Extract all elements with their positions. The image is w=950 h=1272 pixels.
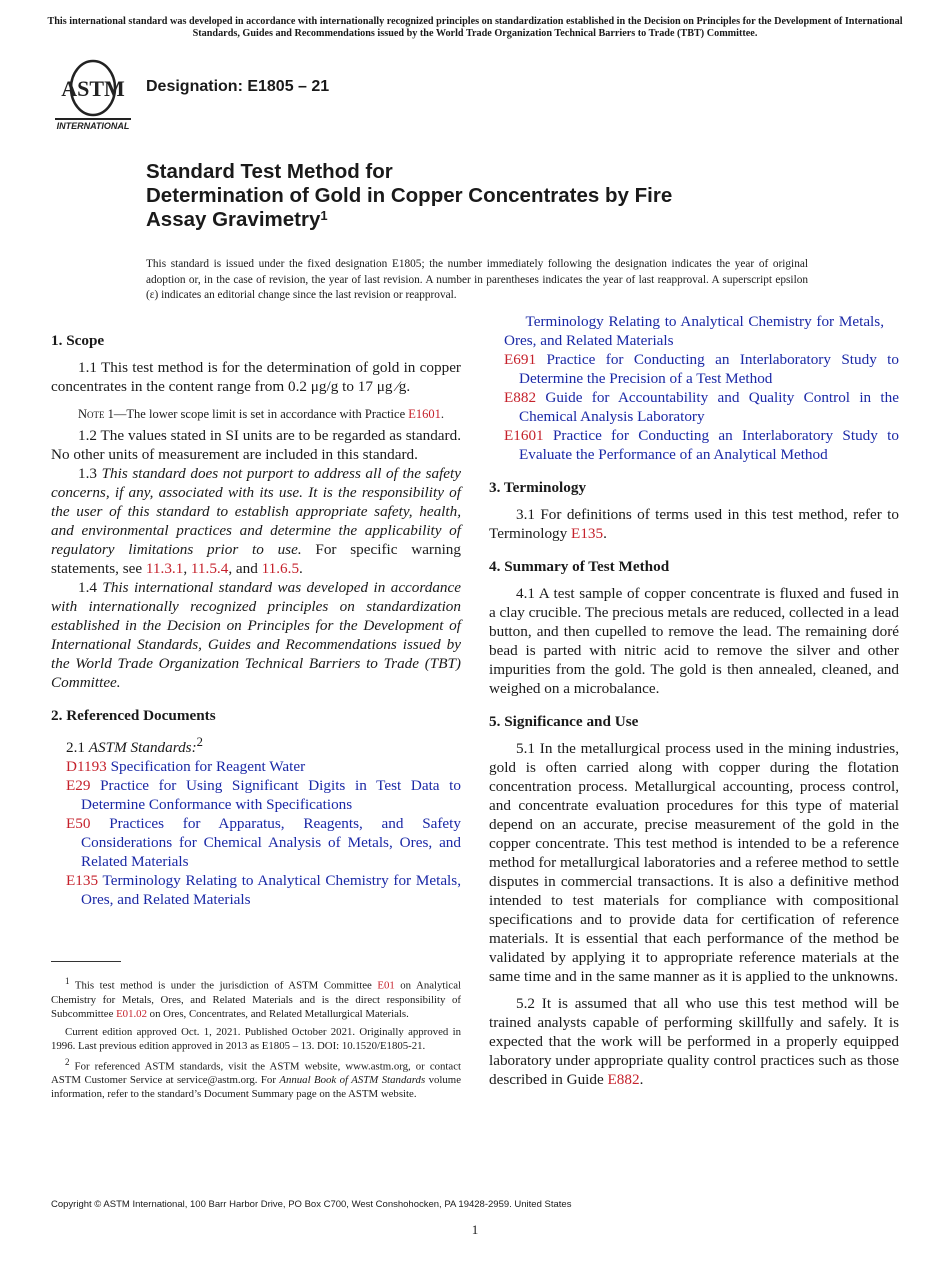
para-1-3: 1.3 This standard does not purport to address all of the safety concerns, if any, associated with its use. It is the responsibility of the user of this standard to establish appropriate safety, health, and environmental practices and determine the applicability of regulatory limitations prior to use. For specific warning statements, see 11.3.1, 11.5.4, and 11.6.5. — [51, 465, 462, 577]
designation: Designation: E1805 – 21 — [146, 78, 330, 95]
note-1: Note 1—The lower scope limit is set in accordance with Practice E1601. — [78, 407, 445, 421]
para-4-1: 4.1 A test sample of copper concentrate is fluxed and fused in a clay crucible. The precious metals are reduced, collected in a lead button, and then cupelled to remove the lead. The remaining doré bead is parted with nitric acid to remove the silver and other impurities from the gold. The gold is then annealed, cleaned, and weighed on a microbalance. — [489, 585, 899, 697]
terminology-heading: 3. Terminology — [489, 479, 587, 496]
left-column — [51, 331, 462, 909]
ref-link-e1601[interactable]: E1601 — [408, 407, 441, 421]
ref-link-11-3-1[interactable]: 11.3.1 — [145, 560, 184, 577]
ref-link-e882[interactable]: E882 — [607, 1071, 640, 1088]
referenced-heading: 2. Referenced Documents — [51, 707, 216, 724]
ref-item[interactable]: E691 Practice for Conducting an Interlaboratory Study to Determine the Precision of a Test Method — [504, 351, 899, 387]
para-3-1: 3.1 For definitions of terms used in this test method, refer to Terminology E135. — [489, 506, 899, 542]
astm-logo — [53, 56, 133, 132]
ref-link-11-6-5[interactable]: 11.6.5 — [261, 560, 300, 577]
ref-item[interactable]: E29 Practice for Using Significant Digits in Test Data to Determine Conformance with Specifications — [66, 777, 461, 814]
top-notice: This international standard was developed in accordance with internationally recognized principles on standardization established in the Decision on Principles for the Development of International Standards, Guides and Recommendations issued by the World Trade Organization Technical Barriers to Trade (TBT) Committee. — [47, 16, 903, 39]
ref-link-e01[interactable]: E01 — [377, 979, 395, 992]
logo-letters: ASTM — [61, 76, 125, 101]
footnote-2: $^2$ For referenced ASTM standards, visit the ASTM website, www.astm.org, or contact ASTM Customer Service at service@astm.org. For Annual Book of ASTM Standards volume information, refer to the standard’s Document Summary page on the ASTM website. — [51, 1056, 461, 1101]
ref-item-continued[interactable]: Terminology Relating to Analytical Chemistry for Metals, Ores, and Related Materials — [504, 313, 884, 349]
para-5-1: 5.1 In the metallurgical process used in the mining industries, gold is often carried along with copper during the flotation concentration process. Metallurgical accounting, process control, and concentrate evaluation procedures for this type of material depend on an accurate, precise measurement of the gold in the copper concentrate. This test method is intended to be a reference method for metallurgical laboratories and a referee method to settle disputes in commercial transactions. It is also a definitive method intended to test materials for compliance with compositional specifications and to provide data for certification of reference materials. It is essential that each performance of the method be validated by applying it to appropriate reference materials at the same time and in the same manner as it is applied to the unknowns. — [489, 740, 899, 985]
para-1-1: 1.1 This test method is for the determination of gold in copper concentrates in the content range from 0.2 μg/g to 17 μg ⁄g. — [51, 359, 461, 395]
title-line-3: Assay Gravimetry — [146, 208, 321, 231]
footnotes — [51, 974, 461, 1101]
para-1-2: 1.2 The values stated in SI units are to be regarded as standard. No other units of measurement are included in this standard. — [51, 427, 461, 463]
para-2-1: 2.1 ASTM Standards:$^2$ — [66, 735, 203, 757]
para-5-2: 5.2 It is assumed that all who use this test method will be trained analysts capable of performing skillfully and safely. It is expected that the work will be performed in a properly equipped laboratory under appropriate quality control practices such as those described in Guide E882. — [489, 995, 899, 1088]
footnote-divider — [51, 961, 121, 962]
summary-heading: 4. Summary of Test Method — [489, 558, 670, 575]
copyright: Copyright © ASTM International, 100 Barr Harbor Drive, PO Box C700, West Conshohocken, PA 19428-2959. United States — [51, 1199, 572, 1210]
title-footnote-mark: 1 — [320, 208, 328, 223]
logo-text: INTERNATIONAL — [56, 121, 130, 131]
ref-item[interactable]: E50 Practices for Apparatus, Reagents, and Safety Considerations for Chemical Analysis of Metals, Ores, and Related Materials — [66, 815, 461, 871]
ref-item[interactable]: D1193 Specification for Reagent Water — [66, 758, 306, 776]
right-column — [489, 313, 899, 1089]
ref-link-11-5-4[interactable]: 11.5.4 — [190, 560, 229, 577]
ref-item[interactable]: E882 Guide for Accountability and Quality Control in the Chemical Analysis Laboratory — [504, 389, 899, 425]
footnote-1: $^1$ This test method is under the jurisdiction of ASTM Committee E01 on Analytical Chemistry for Metals, Ores, and Related Materials and is the direct responsibility of Subcommittee E01.02 on Ores, Concentrates, and Related Metallurgical Materials. — [51, 976, 461, 1020]
footnote-1-edition: Current edition approved Oct. 1, 2021. Published October 2021. Originally approved in 1996. Last previous edition approved in 2013 as E1805 – 13. DOI: 10.1520/E1805-21. — [51, 1025, 461, 1052]
significance-heading: 5. Significance and Use — [489, 713, 639, 730]
document-title — [146, 160, 846, 232]
ref-link-e135[interactable]: E135 — [571, 525, 604, 542]
ref-item[interactable]: E135 Terminology Relating to Analytical Chemistry for Metals, Ores, and Related Materials — [66, 872, 461, 909]
issued-note: This standard is issued under the fixed designation E1805; the number immediately following the designation indicates the year of original adoption or, in the case of revision, the year of last revision. A number in parentheses indicates the year of last reapproval. A superscript epsilon (ε) indicates an editorial change since the last revision or reapproval. — [146, 258, 808, 302]
page-number: 1 — [471, 1222, 479, 1237]
scope-heading: 1. Scope — [51, 332, 105, 349]
title-line-1: Standard Test Method for — [146, 160, 393, 183]
para-1-4: 1.4 This international standard was developed in accordance with internationally recognized principles on standardization established in the Decision on Principles for the Development of International Standards, Guides and Recommendations issued by the World Trade Organization Technical Barriers to Trade (TBT) Committee. — [51, 579, 461, 691]
title-line-2: Determination of Gold in Copper Concentrates by Fire — [146, 184, 673, 207]
ref-link-e01-02[interactable]: E01.02 — [116, 1007, 147, 1020]
ref-item[interactable]: E1601 Practice for Conducting an Interlaboratory Study to Evaluate the Performance of an Analytical Method — [504, 427, 899, 463]
